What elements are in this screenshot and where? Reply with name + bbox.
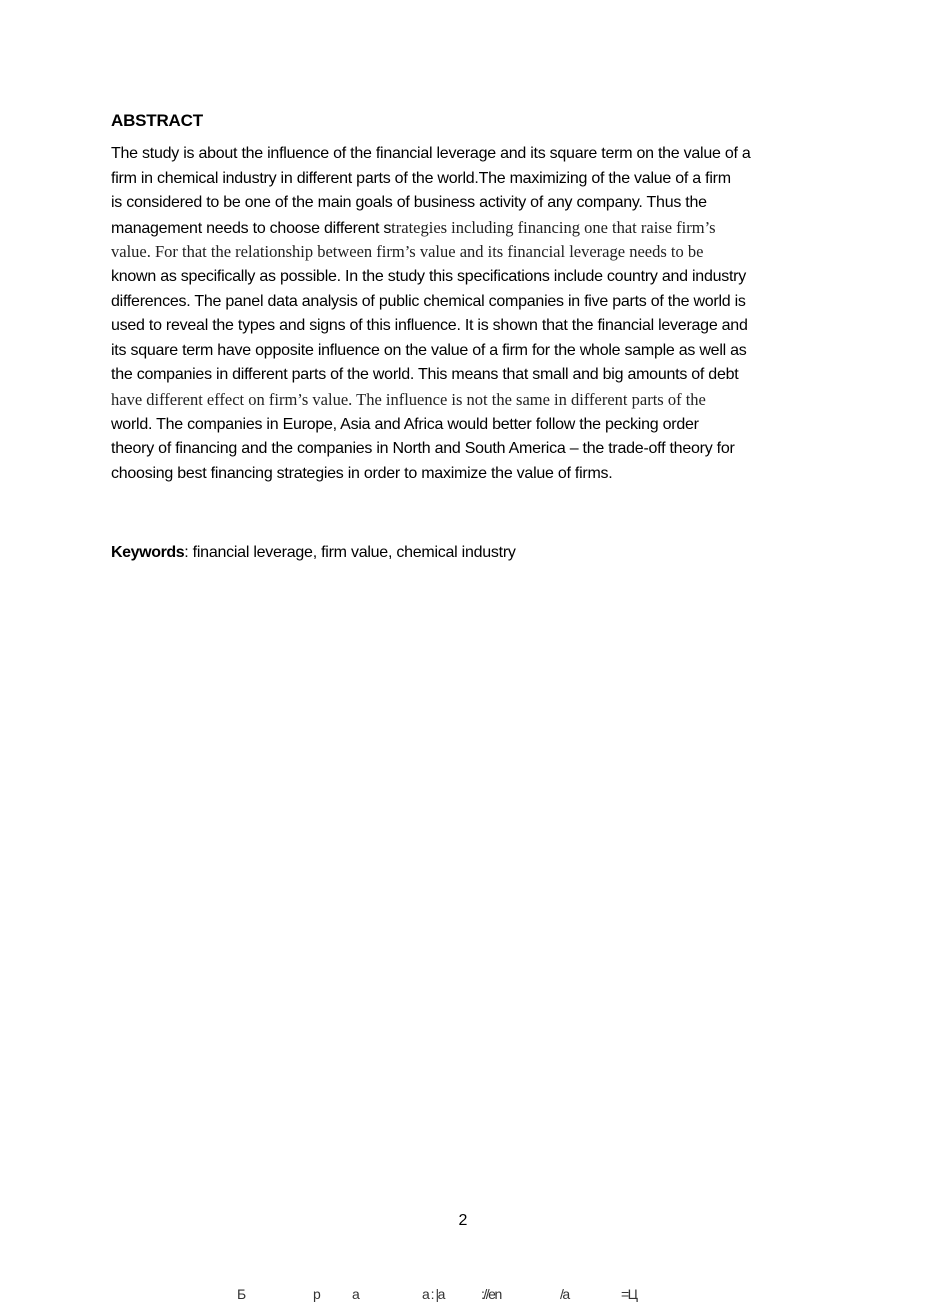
footer-fragment: а : |а <box>422 1286 444 1302</box>
abstract-line: firm in chemical industry in different parts of the world.The maximizing of the value of a firm <box>111 169 731 187</box>
abstract-line: value. For that the relationship between firm’s value and its financial leverage needs to be <box>111 242 704 262</box>
abstract-heading: ABSTRACT <box>111 111 203 130</box>
abstract-line: have different effect on firm’s value. The influence is not the same in different parts of the <box>111 389 706 409</box>
abstract-line: management needs to choose different strategies including financing one that raise firm’s <box>111 217 716 237</box>
abstract-line: theory of financing and the companies in North and South America – the trade-off theory for <box>111 440 735 458</box>
footer-fragment: Б <box>237 1286 245 1302</box>
keywords-line <box>111 544 516 562</box>
footer-fragment: ://еn <box>481 1286 501 1302</box>
page-number: 2 <box>458 1212 468 1229</box>
abstract-line: The study is about the influence of the financial leverage and its square term on the value of a <box>111 145 751 162</box>
abstract-line: is considered to be one of the main goals of business activity of any company. Thus the <box>111 194 707 212</box>
keywords-label: Keywords <box>111 544 185 561</box>
footer-fragment: =Ц <box>621 1286 637 1302</box>
abstract-line: the companies in different parts of the world. This means that small and big amounts of debt <box>111 366 739 384</box>
footer-watermark <box>0 1286 926 1306</box>
abstract-line: world. The companies in Europe, Asia and Africa would better follow the pecking order <box>111 415 699 433</box>
abstract-line: differences. The panel data analysis of public chemical companies in five parts of the world is <box>111 292 746 310</box>
keywords-text: : financial leverage, firm value, chemical industry <box>184 544 516 561</box>
abstract-body <box>111 142 823 486</box>
abstract-line: choosing best financing strategies in order to maximize the value of firms. <box>111 464 613 482</box>
abstract-line: its square term have opposite influence on the value of a firm for the whole sample as well as <box>111 341 747 359</box>
abstract-line: used to reveal the types and signs of this influence. It is shown that the financial leverage and <box>111 317 748 335</box>
footer-fragment: /а <box>560 1286 569 1302</box>
footer-fragment: а <box>352 1286 359 1302</box>
footer-fragment: р <box>313 1286 320 1302</box>
abstract-line: known as specifically as possible. In the study this specifications include country and industry <box>111 267 747 285</box>
